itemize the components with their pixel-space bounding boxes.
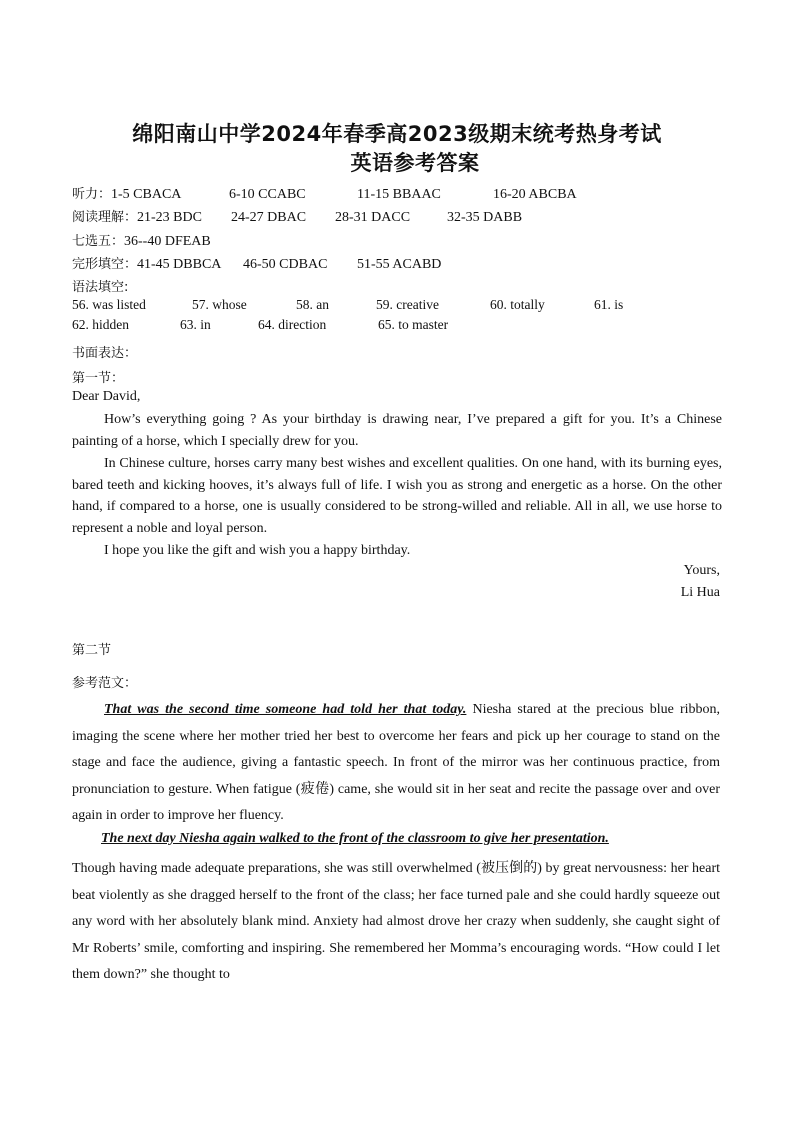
writing-label: 书面表达： <box>72 346 138 361</box>
answer-group: 36--40 DFEAB <box>124 234 211 249</box>
grammar-item: 59. creative <box>376 297 439 312</box>
grammar-label: 语法填空: <box>72 280 129 295</box>
cloze-label: 完形填空： <box>72 257 138 272</box>
page-title: 绵阳南山中学2024年春季高2023级期末统考热身考试 <box>132 122 662 146</box>
section2-label-line <box>72 639 111 659</box>
seven-five-answers <box>72 230 211 250</box>
reading-label: 阅读理解： <box>72 210 138 225</box>
grammar-label-line <box>72 276 128 296</box>
section2-label: 第二节 <box>72 643 112 658</box>
letter-signature: Li Hua <box>680 585 720 600</box>
cloze-answers <box>72 253 441 273</box>
sample-label-line <box>72 672 137 692</box>
grammar-item: 57. whose <box>192 297 247 312</box>
answer-group: 16-20 ABCBA <box>493 187 577 202</box>
listening-answers <box>72 183 577 203</box>
story-paragraph-1 <box>72 697 720 830</box>
grammar-item: 64. direction <box>258 317 327 332</box>
section1-label: 第一节： <box>72 371 125 386</box>
letter-salutation: Dear David, <box>72 389 141 404</box>
answer-group: 32-35 DABB <box>447 210 523 225</box>
story-lead-line-2 <box>101 831 609 847</box>
grammar-item: 63. in <box>180 317 211 332</box>
answer-group: 46-50 CDBAC <box>243 257 328 272</box>
answer-group: 6-10 CCABC <box>229 187 306 202</box>
letter-paragraph-1: How’s everything going ? As your birthday is drawing near, I’ve prepared a gift for you. It’s a Chinese painting of a horse, which I specially drew for you. <box>72 412 722 449</box>
letter-closing: Yours, <box>683 563 720 578</box>
story-paragraph-1-body: Niesha stared at the precious blue ribbon, imaging the scene where her mother tried her best to overcome her fears and pick up her courage to stand on the stage and face the audience, giving a fantastic speech. In front of the mirror was her continuous practice, from pronunciation to gesture. When fatigue (疲倦) came, she would sit in her seat and recite the passage over and over again in order to improve her fluency. <box>72 702 720 824</box>
grammar-row-2 <box>72 317 448 333</box>
story-lead-sentence-1: That was the second time someone had told her that today. <box>104 702 467 717</box>
answer-group: 41-45 DBBCA <box>137 257 222 272</box>
writing-label-line <box>72 342 137 362</box>
grammar-item: 62. hidden <box>72 317 129 332</box>
grammar-item: 65. to master <box>378 317 449 332</box>
letter-paragraph-2: In Chinese culture, horses carry many best wishes and excellent qualities. On one hand, with its burning eyes, bared teeth and kicking hooves, it’s always full of life. I wish you as strong and energetic as a horse. On the other hand, if compared to a horse, one is usually considered to be strong-willed and reliable. All in all, we use horse to represent a noble and loyal person. <box>72 456 722 537</box>
answer-group: 11-15 BBAAC <box>357 187 441 202</box>
reading-answers <box>72 206 522 226</box>
seven-five-label: 七选五： <box>72 234 125 249</box>
grammar-item: 58. an <box>296 297 329 312</box>
grammar-item: 56. was listed <box>72 297 146 312</box>
answer-group: 21-23 BDC <box>137 210 202 225</box>
answer-group: 1-5 CBACA <box>111 187 182 202</box>
sample-label: 参考范文： <box>72 676 138 691</box>
section1-label-line <box>72 367 124 387</box>
letter-paragraph-3: I hope you like the gift and wish you a happy birthday. <box>104 543 411 558</box>
story-paragraph-2: Though having made adequate preparations, she was still overwhelmed (被压倒的) by great nervousness: her heart beat violently as she dragged herself to the front of the class; her face turned pale and she could hardly squeeze out any word with her absolutely blank mind. Anxiety had almost drove her crazy when suddenly, she caught sight of Mr Roberts’ smile, comforting and inspiring. She remembered her Momma’s encouraging words. “How could I let them down?” she thought to <box>72 861 720 983</box>
story-lead-sentence-2: The next day Niesha again walked to the front of the classroom to give her presentation. <box>101 831 609 846</box>
answer-group: 24-27 DBAC <box>231 210 307 225</box>
page-subtitle: 英语参考答案 <box>350 151 480 175</box>
listening-label: 听力： <box>72 187 112 202</box>
answer-group: 51-55 ACABD <box>357 257 442 272</box>
answer-group: 28-31 DACC <box>335 210 411 225</box>
grammar-row-1 <box>72 297 623 313</box>
grammar-item: 61. is <box>594 297 624 312</box>
grammar-item: 60. totally <box>490 297 545 312</box>
